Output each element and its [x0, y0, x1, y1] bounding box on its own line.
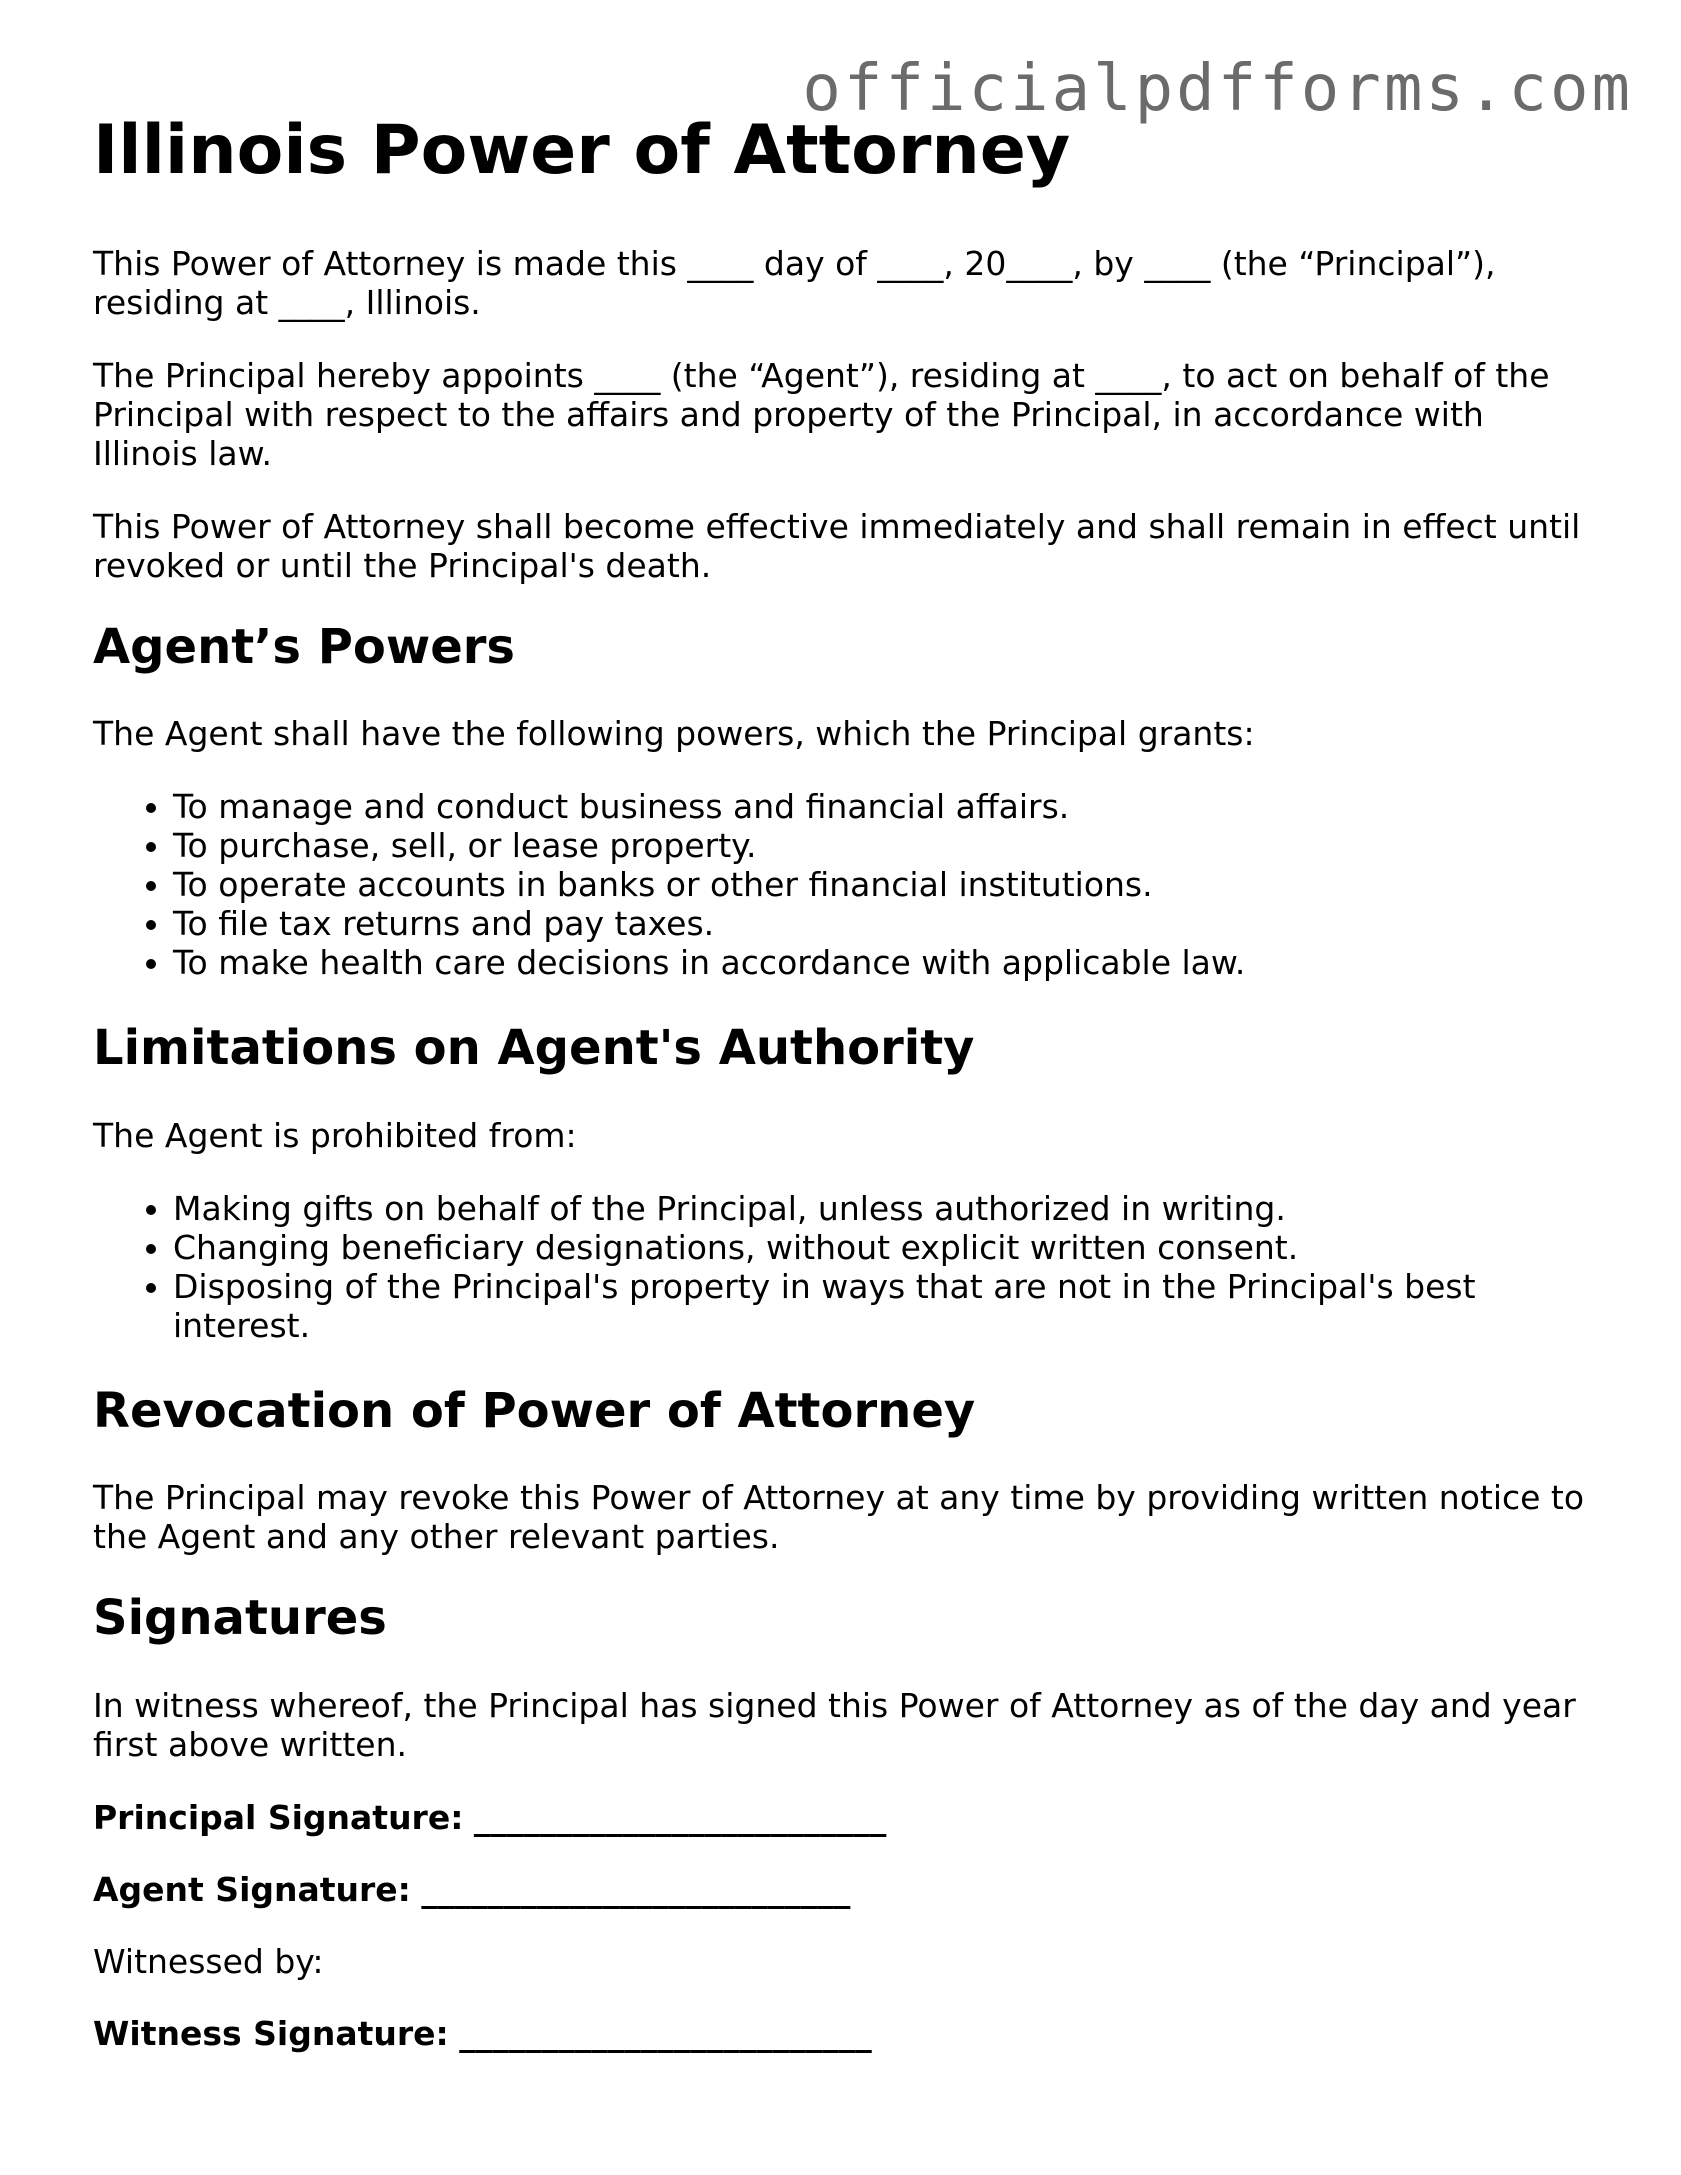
intro-paragraph-1: This Power of Attorney is made this ____ day of ____, 20____, by ____ (the “Principal”), residing at ____, Illinois.	[93, 243, 1496, 322]
document-title: Illinois Power of Attorney	[93, 111, 1071, 190]
limitations-list	[93, 1189, 1593, 1345]
limitations-heading: Limitations on Agent's Authority	[93, 1020, 975, 1077]
powers-lead: The Agent shall have the following powers, which the Principal grants:	[93, 714, 1255, 754]
list-item: • To file tax returns and pay taxes.	[173, 904, 1593, 943]
revocation-text: The Principal may revoke this Power of Attorney at any time by providing written notice to the Agent and any other relevant parties.	[93, 1478, 1585, 1557]
list-item: • To manage and conduct business and financial affairs.	[173, 787, 1593, 826]
document-page	[93, 110, 1593, 2086]
list-item: • To purchase, sell, or lease property.	[173, 826, 1593, 865]
list-item: • To operate accounts in banks or other financial institutions.	[173, 865, 1593, 904]
list-item: • Disposing of the Principal's property in ways that are not in the Principal's best interest.	[173, 1267, 1593, 1345]
signatures-heading: Signatures	[93, 1590, 387, 1647]
powers-heading: Agent’s Powers	[93, 618, 515, 675]
signatures-text: In witness whereof, the Principal has signed this Power of Attorney as of the day and year first above written.	[93, 1685, 1576, 1764]
principal-signature-label: Principal Signature:	[93, 1797, 464, 1837]
limitations-lead: The Agent is prohibited from:	[93, 1115, 577, 1155]
agent-signature-label: Agent Signature:	[93, 1869, 411, 1909]
powers-list	[93, 787, 1593, 982]
agent-signature-line[interactable]: __________________________	[421, 1869, 851, 1909]
witness-signature-row	[93, 2014, 1593, 2053]
witnessed-by-label: Witnessed by:	[93, 1941, 324, 1981]
list-item: • Making gifts on behalf of the Principal, unless authorized in writing.	[173, 1189, 1593, 1228]
revocation-heading: Revocation of Power of Attorney	[93, 1382, 976, 1439]
agent-signature-row	[93, 1870, 1593, 1909]
principal-signature-row	[93, 1798, 1593, 1837]
intro-paragraph-3: This Power of Attorney shall become effective immediately and shall remain in effect until revoked or until the Principal's death.	[93, 506, 1581, 585]
watermark: officialpdfforms.com	[802, 52, 1633, 126]
witness-signature-label: Witness Signature:	[93, 2013, 449, 2053]
principal-signature-line[interactable]: _________________________	[473, 1797, 887, 1837]
witness-signature-line[interactable]: _________________________	[459, 2013, 872, 2053]
intro-paragraph-2: The Principal hereby appoints ____ (the “Agent”), residing at ____, to act on behalf of the Principal with respect to the affairs and property of the Principal, in accordance with Illinois law.	[93, 355, 1550, 473]
list-item: • Changing beneficiary designations, without explicit written consent.	[173, 1228, 1593, 1267]
list-item: • To make health care decisions in accordance with applicable law.	[173, 943, 1593, 982]
